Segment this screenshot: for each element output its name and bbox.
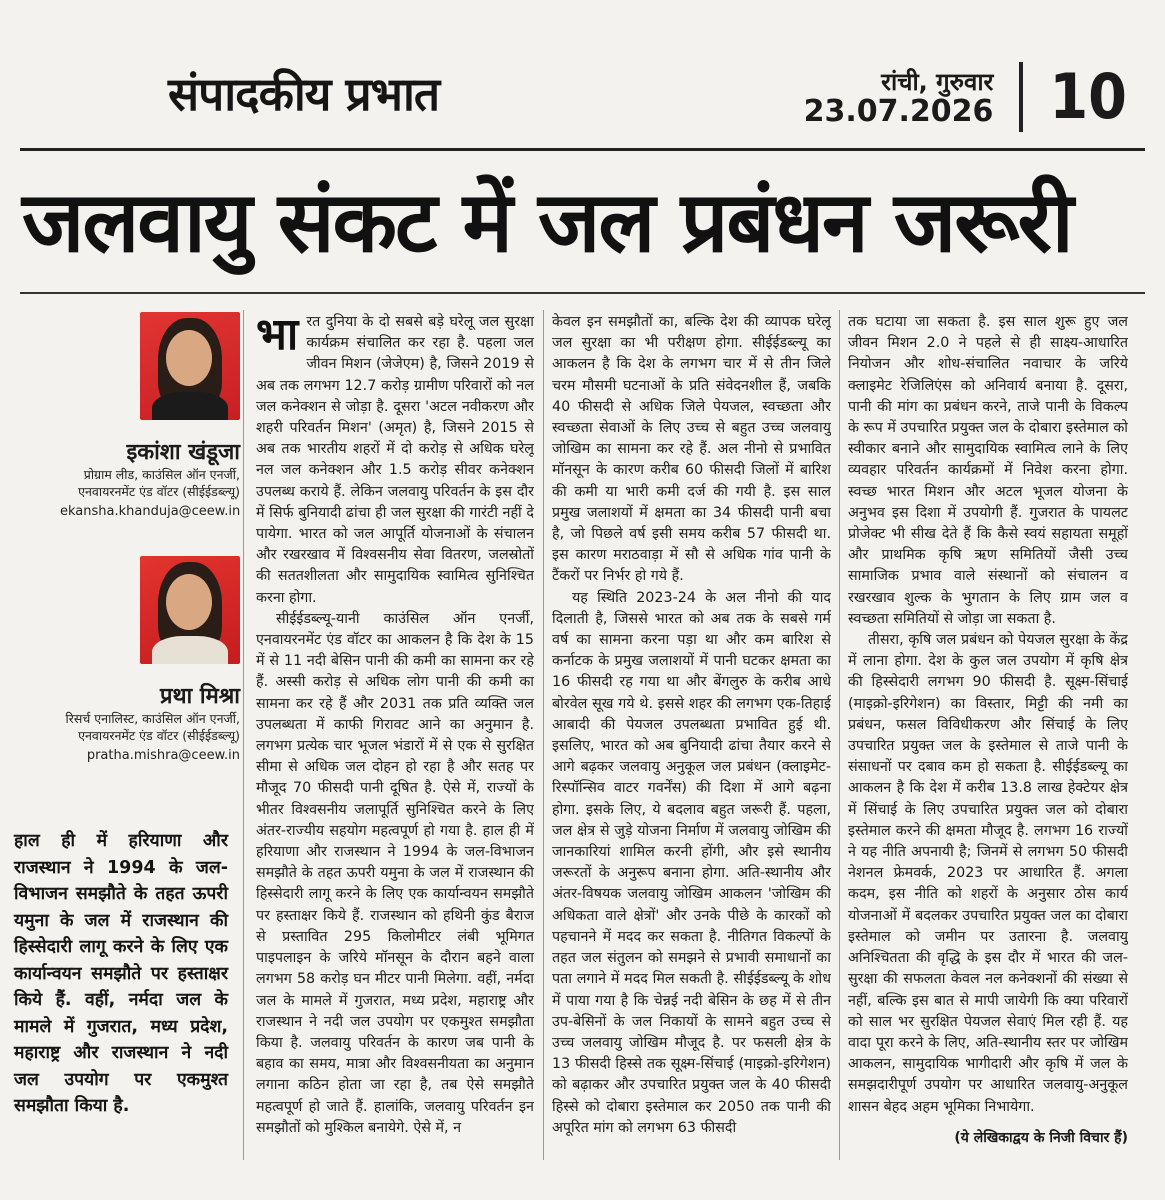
paragraph xyxy=(256,312,534,609)
masthead-divider xyxy=(1019,62,1023,132)
masthead-info xyxy=(804,60,1127,133)
article-column-2 xyxy=(552,312,831,1160)
author-email: pratha.mishra@ceew.in xyxy=(86,748,240,763)
drop-cap: भा xyxy=(256,312,299,360)
page-number: 10 xyxy=(1049,60,1127,133)
headline: जलवायु संकट में जल प्रबंधन जरूरी xyxy=(22,173,1072,271)
paragraph: तक घटाया जा सकता है. इस साल शुरू हुए जल जीवन मिशन 2.0 ने पहले से ही साक्ष्य-आधारित नियोजन और शोध-संचालित नवाचार के जरिये क्लाइमेट रेजिलिएंस को अनिवार्य बनाया है. दूसरा, पानी की मांग का प्रबंधन करने, ताजे पानी के विकल्प के रूप में उपचारित प्रयुक्त जल के दोबारा इस्तेमाल को स्वीकार बनाने और सामुदायिक स्वामित्व लाने के लिए व्यवहार परिवर्तन कार्यक्रमों में निवेश करना होगा. स्वच्छ भारत मिशन और अटल भूजल योजना के अनुभव इस दिशा में उपयोगी हैं. गुजरात के पायलट प्रोजेक्ट भी सीख देते हैं कि कैसे स्वयं सहायता समूहों और प्राथमिक कृषि ऋण समितियों जैसी उच्च सामाजिक प्रभाव वाले संस्थानों को संचालन व रखरखाव शुल्क के भुगतान के लिए ग्राम जल व स्वच्छता समितियों से जोड़ा जा सकता है. xyxy=(848,314,1128,627)
article-column-3 xyxy=(848,312,1128,1124)
pull-quote: हाल ही में हरियाणा और राजस्थान ने 1994 के जल-विभाजन समझौते के तहत ऊपरी यमुना के जल में राजस्थान की हिस्सेदारी लागू करने के लिए एक कार्यान्वयन समझौते पर हस्ताक्षर किये हैं. वहीं, नर्मदा जल के मामले में गुजरात, मध्य प्रदेश, महाराष्ट्र और राजस्थान ने नदी जल उपयोग पर एकमुश्त समझौता किया है. xyxy=(14,831,228,1116)
column-divider xyxy=(839,310,840,1160)
date: 23.07.2026 xyxy=(803,93,994,129)
paragraph: यह स्थिति 2023-24 के अल नीनो की याद दिलाती है, जिससे भारत को अब तक के सबसे गर्म वर्ष का सामना करना पड़ा था और कम बारिश से कर्नाटक के प्रमुख जलाशयों में पानी घटकर क्षमता का 16 फीसदी रह गया था और बेंगलुरु के करीब आधे बोरवेल सूख गये थे. इससे शहर की लगभग एक-तिहाई आबादी की पेयजल उपलब्धता प्रभावित हुई थी. इसलिए, भारत को अब बुनियादी ढांचा तैयार करने से आगे बढ़कर जलवायु अनुकूल जल प्रबंधन (क्लाइमेट-रिस्पॉन्सिव वाटर गवर्नेंस) की दिशा में आगे बढ़ना होगा. इसके लिए, ये बदलाव बहुत जरूरी हैं. पहला, जल क्षेत्र से जुड़े योजना निर्माण में जलवायु जोखिम की जानकारियां शामिल करनी होंगी, और इसे स्थानीय जरूरतों के अनुरूप बनाना होगा. अति-स्थानीय और अंतर-विषयक जलवायु जोखिम आकलन 'जोखिम की अधिकता वाले क्षेत्रों' और उनके पीछे के कारकों को पहचानने में मदद कर सकता है. नीतिगत विकल्पों के तहत जल संतुलन को समझने से प्रभावी समाधानों का पता लगाने में मदद मिल सकती है. सीईईडब्ल्यू के शोध में पाया गया है कि चेन्नई नदी बेसिन के छह में से तीन उप-बेसिनों के जल निकायों के सामने बहुत उच्च से उच्च जलवायु जोखिम मौजूद है. पर फसली क्षेत्र के 13 फीसदी हिस्से तक सूक्ष्म-सिंचाई (माइक्रो-इरिगेशन) को बढ़ाकर और उपचारित प्रयुक्त जल के 40 फीसदी हिस्से को दोबारा इस्तेमाल कर 2050 तक पानी की अपूरित मांग को लगभग 63 फीसदी xyxy=(552,589,831,1136)
author-block-2 xyxy=(60,556,240,763)
author-name: प्रथा मिश्रा xyxy=(159,684,240,709)
paragraph: तीसरा, कृषि जल प्रबंधन को पेयजल सुरक्षा के केंद्र में लाना होगा. देश के कुल जल उपयोग में कृषि क्षेत्र की हिस्सेदारी लगभग 90 फीसदी है. सूक्ष्म-सिंचाई (माइक्रो-इरिगेशन) का विस्तार, मिट्टी की नमी का प्रबंधन, फसल विविधीकरण और सिंचाई के लिए उपचारित प्रयुक्त जल के इस्तेमाल से ताजे पानी के संसाधनों पर दबाव कम हो सकता है. सीईईडब्ल्यू का आकलन है कि देश में करीब 13.8 लाख हेक्टेयर क्षेत्र में सिंचाई के लिए उपचारित प्रयुक्त जल को दोबारा इस्तेमाल करने की क्षमता मौजूद है. लगभग 16 राज्यों ने यह नीति अपनायी है; जिनमें से लगभग 50 फीसदी नेशनल फ्रेमवर्क, 2023 पर आधारित हैं. अगला कदम, इस नीति को शहरों के अनुसार ठोस कार्य योजनाओं में बदलकर उपचारित प्रयुक्त जल का दोबारा इस्तेमाल को जमीन पर उतारना है. जलवायु अनिश्चितता की वृद्धि के इस दौर में भारत की जल-सुरक्षा की सफलता केवल नल कनेक्शनों की संख्या से नहीं, बल्कि इस बात से मापी जायेगी कि क्या परिवारों को साल भर सुरक्षित पेयजल सेवाएं मिल रही हैं. यह वादा पूरा करने के लिए, अति-स्थानीय स्तर पर जोखिम आकलन, सामुदायिक भागीदारी और कृषि में जल के समझदारीपूर्ण उपयोग पर आधारित जलवायु-अनुकूल शासन बेहद अहम भूमिका निभायेगा. xyxy=(848,632,1128,1115)
column-divider xyxy=(243,310,244,1160)
paragraph: सीईईडब्ल्यू-यानी काउंसिल ऑन एनर्जी, एनवायरनमेंट एंड वॉटर का आकलन है कि देश के 15 में से 11 नदी बेसिन पानी की कमी का सामना कर रहे हैं. अस्सी करोड़ से अधिक लोग पानी की कमी का सामना कर रहे हैं और 2031 तक प्रति व्यक्ति जल उपलब्धता में काफी गिरावट आने का अनुमान है. लगभग प्रत्येक चार भूजल भंडारों में से एक से सुरक्षित सीमा से अधिक जल दोहन हो रहा है और सतह पर मौजूद 70 फीसदी पानी दूषित है. ऐसे में, राज्यों के भीतर विश्वसनीय जलापूर्ति सुनिश्चित करने के लिए अंतर-राज्यीय सहयोग महत्वपूर्ण हो गया है. हाल ही में हरियाणा और राजस्थान ने 1994 के जल-विभाजन समझौते के तहत ऊपरी यमुना के जल में राजस्थान की हिस्सेदारी लागू करने के लिए एक कार्यान्वयन समझौते पर हस्ताक्षर किये हैं. राजस्थान को हथिनी कुंड बैराज से प्रस्तावित 295 किलोमीटर लंबी भूमिगत पाइपलाइन के जरिये मॉनसून के दौरान बहने वाला लगभग 58 करोड़ घन मीटर पानी मिलेगा. वहीं, नर्मदा जल के मामले में गुजरात, मध्य प्रदेश, महाराष्ट्र और राजस्थान ने नदी जल उपयोग पर एकमुश्त समझौता किया है. जलवायु परिवर्तन के कारण जब पानी के बहाव का समय, मात्रा और विश्वसनीयता का अनुमान लगाना कठिन होता जा रहा है, तब ऐसे समझौते महत्वपूर्ण हो जाते हैं. हालांकि, जलवायु परिवर्तन इन समझौतों को मुश्किल बनायेगे. ऐसे में, न xyxy=(256,610,534,1136)
paragraph: केवल इन समझौतों का, बल्कि देश की व्यापक घरेलू जल सुरक्षा का भी परीक्षण होगा. सीईईडब्ल्यू का आकलन है कि देश के लगभग चार में से तीन जिले चरम मौसमी घटनाओं के प्रति संवेदनशील हैं, जबकि 40 फीसदी से अधिक जिले पेयजल, स्वच्छता और स्वच्छता सेवाओं के लिए उच्च से बहुत उच्च जलवायु जोखिम का सामना कर रहे हैं. अल नीनो से प्रभावित मॉनसून के कारण करीब 60 फीसदी जिलों में बारिश की कमी या भारी कमी दर्ज की गयी है. इस साल प्रमुख जलाशयों में क्षमता का 34 फीसदी पानी बचा है, जो पिछले वर्ष इसी समय करीब 57 फीसदी था. इस कारण मराठवाड़ा में सौ से अधिक गांव पानी के टैंकरों पर निर्भर हो गये हैं. xyxy=(552,314,831,585)
author-photo xyxy=(140,556,240,664)
headline-rule xyxy=(20,292,1145,294)
section-title: संपादकीय प्रभात xyxy=(168,67,440,121)
author-role: प्रोग्राम लीड, काउंसिल ऑन एनर्जी, एनवायरनमेंट एंड वॉटर (सीईईडब्ल्यू) xyxy=(78,467,240,499)
author-role: रिसर्च एनालिस्ट, काउंसिल ऑन एनर्जी, एनवायरनमेंट एंड वॉटर (सीईईडब्ल्यू) xyxy=(65,711,240,743)
column-divider xyxy=(543,310,544,1160)
author-photo xyxy=(140,312,240,420)
masthead-rule xyxy=(20,148,1145,151)
author-email: ekansha.khanduja@ceew.in xyxy=(60,504,241,519)
dateline xyxy=(804,67,994,127)
disclaimer: (ये लेखिकाद्वय के निजी विचार हैं) xyxy=(954,1130,1128,1146)
article-column-1 xyxy=(256,312,534,1160)
paragraph-text: रत दुनिया के दो सबसे बड़े घरेलू जल सुरक्षा कार्यक्रम संचालित कर रहा है. पहला जल जीवन मिशन (जेजेएम) है, जिसने 2019 से अब तक लगभग 12.7 करोड़ ग्रामीण परिवारों को नल जल कनेक्शन से जोड़ा है. दूसरा 'अटल नवीकरण और शहरी परिवर्तन मिशन' (अमृत) है, जिसने 2015 से अब तक भारतीय शहरों में दो करोड़ से अधिक घरेलू नल जल कनेक्शन और 1.5 करोड़ सीवर कनेक्शन उपलब्ध कराये हैं. लेकिन जलवायु परिवर्तन के इस दौर में सिर्फ बुनियादी ढांचा ही जल सुरक्षा की गारंटी नहीं दे पायेगा. भारत को जल आपूर्ति योजनाओं के संचालन और रखरखाव में विश्वसनीय सेवा वितरण, जलस्रोतों की सततशीलता और सामुदायिक स्वामित्व सुनिश्चित करना होगा. xyxy=(256,314,534,606)
author-block-1 xyxy=(60,312,240,519)
city-day: रांची, गुरुवार xyxy=(881,67,994,96)
author-name: इकांशा खंडूजा xyxy=(126,440,240,465)
